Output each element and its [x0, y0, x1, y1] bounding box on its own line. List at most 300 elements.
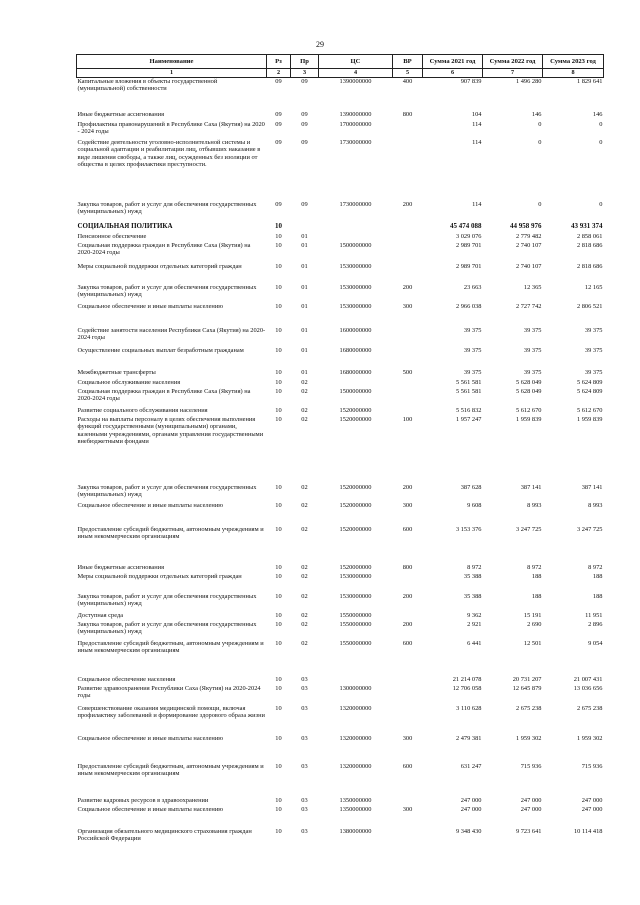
row-sum-2022: 5 612 670 [515, 407, 542, 414]
row-name: Содействие деятельности уголовно-исполнительной системы и социальной адаптации и реабилитации лиц, отбывших наказание в виде лишения свободы, а также лиц, осужденных без изоляции от общества в целях профилактики преступности. [77, 139, 261, 169]
row-pr: 09 [301, 78, 308, 85]
row-vr: 800 [402, 111, 413, 118]
row-sum-2021: 39 375 [463, 369, 482, 376]
row-sum-2021: 5 516 832 [455, 407, 482, 414]
row-sum-2022: 2 675 238 [515, 705, 542, 712]
row-vr [393, 379, 423, 388]
row-pr: 02 [301, 502, 308, 509]
row-vr [393, 573, 423, 593]
column-number: 3 [291, 69, 319, 78]
row-pr: 02 [301, 526, 308, 533]
row-rz: 10 [275, 676, 282, 683]
row-sum-2023: 5 624 809 [576, 388, 603, 395]
row-rz: 10 [275, 242, 282, 249]
table-row [77, 735, 604, 763]
row-rz: 09 [275, 78, 282, 85]
row-name: Организация обязательного медицинского страхования граждан Российской Федерации [77, 828, 252, 843]
row-sum-2022: 3 247 725 [515, 526, 542, 533]
row-vr [393, 407, 423, 416]
row-sum-2023: 0 [599, 121, 603, 128]
row-rz: 10 [275, 502, 282, 509]
row-vr [393, 327, 423, 347]
row-sum-2021: 9 608 [467, 502, 482, 509]
row-cs: 1320000000 [339, 705, 372, 712]
row-sum-2022: 188 [531, 573, 542, 580]
row-pr [291, 223, 319, 233]
row-sum-2021: 2 989 701 [455, 263, 482, 270]
table-row [77, 303, 604, 327]
row-sum-2022: 146 [531, 111, 542, 118]
row-cs [319, 223, 393, 233]
row-sum-2022: 0 [538, 139, 542, 146]
row-pr: 03 [301, 676, 308, 683]
table-row [77, 640, 604, 676]
row-name: Межбюджетные трансферты [77, 369, 156, 376]
column-number: 8 [543, 69, 604, 78]
row-sum-2022: 1 496 280 [515, 78, 542, 85]
row-cs: 1520000000 [339, 484, 372, 491]
row-pr: 01 [301, 242, 308, 249]
row-sum-2023: 5 612 670 [576, 407, 603, 414]
row-vr [393, 121, 423, 139]
row-name: Капитальные вложения в объекты государственной (муниципальной) собственности [77, 78, 218, 93]
row-vr [393, 263, 423, 284]
row-sum-2023: 2 818 686 [576, 263, 603, 270]
row-sum-2022: 1 959 302 [515, 735, 542, 742]
row-pr: 02 [301, 612, 308, 619]
table-row [77, 416, 604, 484]
row-vr: 100 [402, 416, 413, 423]
row-pr: 03 [301, 685, 308, 692]
table-row [77, 121, 604, 139]
row-sum-2022: 2 779 482 [515, 233, 542, 240]
table-row [77, 705, 604, 735]
row-cs: 1530000000 [339, 593, 372, 600]
row-sum-2021: 6 441 [467, 640, 482, 647]
row-sum-2023: 3 247 725 [576, 526, 603, 533]
row-vr [393, 388, 423, 407]
row-sum-2022: 39 375 [523, 327, 542, 334]
row-pr: 01 [301, 284, 308, 291]
row-sum-2021: 387 628 [460, 484, 482, 491]
row-sum-2022: 12 365 [523, 284, 542, 291]
row-sum-2022: 1 959 839 [515, 416, 542, 423]
row-vr: 300 [402, 502, 413, 509]
row-rz: 10 [275, 735, 282, 742]
row-name: Пенсионное обеспечение [77, 233, 147, 240]
row-sum-2021: 23 663 [463, 284, 482, 291]
row-cs: 1500000000 [339, 388, 372, 395]
page-number: 29 [316, 40, 324, 49]
row-sum-2021: 3 029 076 [455, 233, 482, 240]
row-rz: 09 [275, 111, 282, 118]
table-row [77, 242, 604, 263]
row-rz: 10 [275, 806, 282, 813]
row-cs: 1730000000 [339, 139, 372, 146]
row-name: Социальная поддержка граждан в Республике Саха (Якутия) на 2020-2024 годы [77, 242, 251, 257]
row-rz: 10 [275, 526, 282, 533]
row-sum-2023: 1 959 302 [576, 735, 603, 742]
row-sum-2023: 1 959 839 [576, 416, 603, 423]
row-vr: 500 [402, 369, 413, 376]
row-pr: 03 [301, 828, 308, 835]
row-name: Социальное обеспечение и иные выплаты населению [77, 502, 224, 509]
row-name: Предоставление субсидий бюджетным, автономным учреждениям и иным некоммерческим организациям [77, 763, 264, 778]
row-sum-2022: 39 375 [523, 347, 542, 354]
row-sum-2021: 1 957 247 [455, 416, 482, 423]
row-name: Профилактика правонарушений в Республике Саха (Якутия) на 2020 - 2024 годы [77, 121, 265, 136]
row-name: Закупка товаров, работ и услуг для обеспечения государственных (муниципальных) нужд [77, 284, 257, 299]
row-sum-2022: 20 731 207 [512, 676, 542, 683]
row-sum-2023: 2 675 238 [576, 705, 603, 712]
row-name: Расходы на выплаты персоналу в целях обеспечения выполнения функций государственными (муниципальными) органами, казенными учреждениями, органами управления государственными внебюджетными фондами [77, 416, 264, 446]
row-sum-2022: 8 972 [527, 564, 542, 571]
row-sum-2021: 247 000 [460, 806, 482, 813]
row-vr [393, 242, 423, 263]
row-name: СОЦИАЛЬНАЯ ПОЛИТИКА [77, 222, 173, 230]
row-sum-2021: 2 989 701 [455, 242, 482, 249]
table-row [77, 797, 604, 806]
row-cs: 1350000000 [339, 806, 372, 813]
row-cs: 1680000000 [339, 369, 372, 376]
row-pr: 02 [301, 484, 308, 491]
row-cs [319, 233, 393, 242]
row-vr: 200 [402, 284, 413, 291]
row-sum-2021: 2 479 381 [455, 735, 482, 742]
row-sum-2021: 631 247 [460, 763, 482, 770]
row-sum-2022: 2 727 742 [515, 303, 542, 310]
row-vr [393, 223, 423, 233]
row-cs: 1380000000 [339, 828, 372, 835]
row-sum-2021: 114 [472, 121, 482, 128]
row-sum-2023: 247 000 [581, 806, 603, 813]
table-header-row [77, 55, 604, 69]
row-cs: 1730000000 [339, 201, 372, 208]
table-row [77, 502, 604, 526]
header-sum-2023: Сумма 2023 год [543, 55, 604, 69]
row-sum-2023: 21 007 431 [573, 676, 603, 683]
column-number-row [77, 69, 604, 78]
row-cs: 1530000000 [339, 284, 372, 291]
row-sum-2021: 114 [472, 201, 482, 208]
row-sum-2022: 8 993 [527, 502, 542, 509]
table-row [77, 263, 604, 284]
row-rz: 10 [275, 763, 282, 770]
row-name: Закупка товаров, работ и услуг для обеспечения государственных (муниципальных) нужд [77, 201, 257, 216]
row-sum-2023: 188 [592, 573, 603, 580]
row-rz: 10 [275, 612, 282, 619]
row-pr: 09 [301, 201, 308, 208]
row-sum-2023: 715 936 [581, 763, 603, 770]
table-row [77, 484, 604, 502]
row-sum-2021: 114 [472, 139, 482, 146]
table-row [77, 327, 604, 347]
row-sum-2023: 39 375 [584, 347, 603, 354]
table-row [77, 593, 604, 612]
row-rz: 10 [275, 685, 282, 692]
row-cs: 1700000000 [339, 121, 372, 128]
row-sum-2021: 35 388 [463, 573, 482, 580]
row-vr: 300 [402, 303, 413, 310]
row-sum-2023: 13 036 656 [573, 685, 603, 692]
row-vr: 200 [402, 484, 413, 491]
row-pr: 03 [301, 763, 308, 770]
row-cs: 1520000000 [339, 407, 372, 414]
row-cs: 1520000000 [339, 564, 372, 571]
row-rz: 10 [275, 484, 282, 491]
row-cs: 1320000000 [339, 763, 372, 770]
table-row [77, 379, 604, 388]
table-row [77, 139, 604, 201]
row-pr: 02 [301, 407, 308, 414]
row-pr: 09 [301, 121, 308, 128]
row-cs: 1320000000 [339, 735, 372, 742]
row-rz: 10 [275, 369, 282, 376]
table-row [77, 78, 604, 112]
row-rz: 10 [275, 379, 282, 386]
row-vr: 200 [402, 201, 413, 208]
row-rz: 10 [275, 573, 282, 580]
table-row [77, 347, 604, 369]
row-rz: 10 [275, 797, 282, 804]
row-sum-2023: 10 114 418 [573, 828, 603, 835]
row-pr: 02 [301, 640, 308, 647]
row-pr: 02 [301, 593, 308, 600]
column-number: 7 [483, 69, 543, 78]
row-pr: 09 [301, 139, 308, 146]
row-name: Развитие здравоохранения Республики Саха (Якутия) на 2020-2024 годы [77, 685, 261, 700]
row-name: Содействие занятости населения Республики Саха (Якутия) на 2020-2024 годы [77, 327, 266, 342]
table-row [77, 806, 604, 828]
row-sum-2023: 2 806 521 [576, 303, 603, 310]
row-sum-2023: 1 829 641 [576, 78, 603, 85]
row-rz: 10 [275, 828, 282, 835]
row-rz: 10 [275, 263, 282, 270]
row-rz: 10 [275, 233, 282, 240]
row-cs: 1530000000 [339, 263, 372, 270]
row-cs: 1500000000 [339, 242, 372, 249]
row-sum-2023: 9 054 [588, 640, 603, 647]
row-name: Социальная поддержка граждан в Республике Саха (Якутия) на 2020-2024 годы [77, 388, 251, 403]
row-name: Социальное обеспечение и иные выплаты населению [77, 735, 224, 742]
table-body [77, 78, 604, 847]
row-sum-2022: 247 000 [520, 797, 542, 804]
row-rz: 10 [275, 347, 282, 354]
row-name: Иные бюджетные ассигнования [77, 111, 165, 118]
row-sum-2023: 8 993 [588, 502, 603, 509]
table-row [77, 564, 604, 573]
row-sum-2023: 11 951 [585, 612, 603, 619]
table-row [77, 612, 604, 621]
row-sum-2021: 45 474 088 [450, 222, 482, 230]
row-vr: 600 [402, 763, 413, 770]
row-rz: 10 [275, 388, 282, 395]
row-vr [393, 797, 423, 806]
row-name: Социальное обеспечение и иные выплаты населению [77, 303, 224, 310]
row-pr: 01 [301, 263, 308, 270]
row-cs: 1300000000 [339, 685, 372, 692]
row-vr: 600 [402, 640, 413, 647]
row-vr: 400 [402, 78, 413, 85]
table-row [77, 111, 604, 121]
row-sum-2021: 12 706 058 [452, 685, 482, 692]
table-row [77, 233, 604, 242]
row-cs: 1530000000 [339, 303, 372, 310]
row-sum-2022: 12 501 [523, 640, 542, 647]
row-cs [319, 676, 393, 685]
row-cs: 1390000000 [339, 111, 372, 118]
table-row [77, 676, 604, 685]
row-pr: 02 [301, 416, 308, 423]
row-sum-2023: 39 375 [584, 369, 603, 376]
row-vr [393, 676, 423, 685]
row-rz: 10 [275, 593, 282, 600]
row-sum-2022: 5 628 049 [515, 388, 542, 395]
row-cs: 1550000000 [339, 640, 372, 647]
row-sum-2021: 5 561 581 [455, 388, 482, 395]
row-vr [393, 612, 423, 621]
row-pr: 03 [301, 705, 308, 712]
row-sum-2022: 12 645 879 [512, 685, 542, 692]
row-sum-2023: 387 141 [581, 484, 603, 491]
table-row [77, 621, 604, 640]
table-row [77, 526, 604, 564]
row-cs: 1680000000 [339, 347, 372, 354]
row-sum-2021: 8 972 [467, 564, 482, 571]
row-vr: 300 [402, 735, 413, 742]
row-sum-2022: 15 191 [523, 612, 542, 619]
row-sum-2022: 0 [538, 121, 542, 128]
row-rz: 10 [275, 284, 282, 291]
row-sum-2021: 9 348 430 [455, 828, 482, 835]
row-sum-2021: 39 375 [463, 327, 482, 334]
row-sum-2022: 39 375 [523, 369, 542, 376]
row-sum-2023: 2 818 686 [576, 242, 603, 249]
header-cs: ЦС [319, 55, 393, 69]
row-sum-2023: 12 165 [584, 284, 603, 291]
table-row [77, 573, 604, 593]
row-vr: 200 [402, 621, 413, 628]
row-sum-2021: 2 921 [467, 621, 482, 628]
budget-table [76, 54, 604, 846]
header-vr: ВР [393, 55, 423, 69]
table-row [77, 388, 604, 407]
header-sum-2022: Сумма 2022 год [483, 55, 543, 69]
row-sum-2023: 146 [592, 111, 603, 118]
row-vr [393, 685, 423, 705]
row-rz: 10 [275, 303, 282, 310]
row-sum-2021: 907 839 [460, 78, 482, 85]
row-pr: 01 [301, 327, 308, 334]
row-sum-2021: 3 153 376 [455, 526, 482, 533]
row-sum-2022: 247 000 [520, 806, 542, 813]
row-name: Социальное обеспечение населения [77, 676, 176, 683]
row-pr: 02 [301, 573, 308, 580]
row-rz: 09 [275, 121, 282, 128]
row-sum-2023: 8 972 [588, 564, 603, 571]
row-rz: 10 [275, 621, 282, 628]
row-name: Осуществление социальных выплат безработным гражданам [77, 347, 244, 354]
row-sum-2021: 21 214 078 [452, 676, 482, 683]
column-number: 6 [423, 69, 483, 78]
row-sum-2022: 2 740 107 [515, 242, 542, 249]
row-sum-2022: 44 958 976 [510, 222, 542, 230]
table-row [77, 763, 604, 797]
column-number: 1 [77, 69, 267, 78]
row-sum-2021: 35 388 [463, 593, 482, 600]
table-row [77, 201, 604, 223]
row-cs: 1550000000 [339, 612, 372, 619]
row-pr: 09 [301, 111, 308, 118]
row-sum-2022: 188 [531, 593, 542, 600]
table-row [77, 284, 604, 303]
row-vr: 300 [402, 806, 413, 813]
column-number: 4 [319, 69, 393, 78]
row-rz: 10 [275, 705, 282, 712]
row-pr: 02 [301, 564, 308, 571]
row-name: Закупка товаров, работ и услуг для обеспечения государственных (муниципальных) нужд [77, 593, 257, 608]
row-sum-2022: 387 141 [520, 484, 542, 491]
row-cs: 1600000000 [339, 327, 372, 334]
row-sum-2022: 2 740 107 [515, 263, 542, 270]
row-sum-2021: 39 375 [463, 347, 482, 354]
row-sum-2023: 188 [592, 593, 603, 600]
row-name: Меры социальной поддержки отдельных категорий граждан [77, 573, 242, 580]
row-cs [319, 379, 393, 388]
row-sum-2023: 2 858 061 [576, 233, 603, 240]
row-cs: 1530000000 [339, 573, 372, 580]
row-name: Меры социальной поддержки отдельных категорий граждан [77, 263, 242, 270]
table-row [77, 223, 604, 233]
header-sum-2021: Сумма 2021 год [423, 55, 483, 69]
row-sum-2023: 43 931 374 [571, 222, 603, 230]
row-pr: 02 [301, 379, 308, 386]
row-sum-2023: 247 000 [581, 797, 603, 804]
row-sum-2021: 247 000 [460, 797, 482, 804]
row-pr: 01 [301, 303, 308, 310]
row-name: Совершенствование оказания медицинской помощи, включая профилактику заболеваний и формирование здорового образа жизни [77, 705, 265, 720]
row-sum-2023: 0 [599, 139, 603, 146]
row-name: Иные бюджетные ассигнования [77, 564, 165, 571]
row-cs: 1390000000 [339, 78, 372, 85]
row-rz: 10 [275, 407, 282, 414]
header-pr: Пр [291, 55, 319, 69]
row-vr: 800 [402, 564, 413, 571]
row-sum-2023: 5 624 809 [576, 379, 603, 386]
row-name: Развитие социального обслуживания населения [77, 407, 208, 414]
row-sum-2022: 9 723 641 [515, 828, 542, 835]
row-name: Предоставление субсидий бюджетным, автономным учреждениям и иным некоммерческим организациям [77, 640, 264, 655]
row-pr: 01 [301, 233, 308, 240]
header-name: Наименование [77, 55, 267, 69]
row-sum-2022: 2 690 [527, 621, 542, 628]
row-name: Закупка товаров, работ и услуг для обеспечения государственных (муниципальных) нужд [77, 621, 257, 636]
row-cs: 1350000000 [339, 797, 372, 804]
row-vr [393, 139, 423, 201]
row-name: Социальное обслуживание населения [77, 379, 181, 386]
row-rz: 09 [275, 139, 282, 146]
row-name: Социальное обеспечение и иные выплаты населению [77, 806, 224, 813]
row-sum-2023: 0 [599, 201, 603, 208]
row-sum-2023: 2 896 [588, 621, 603, 628]
column-number: 5 [393, 69, 423, 78]
row-pr: 01 [301, 369, 308, 376]
row-name: Закупка товаров, работ и услуг для обеспечения государственных (муниципальных) нужд [77, 484, 257, 499]
table-row [77, 685, 604, 705]
table-row [77, 407, 604, 416]
row-cs: 1520000000 [339, 526, 372, 533]
row-pr: 02 [301, 621, 308, 628]
